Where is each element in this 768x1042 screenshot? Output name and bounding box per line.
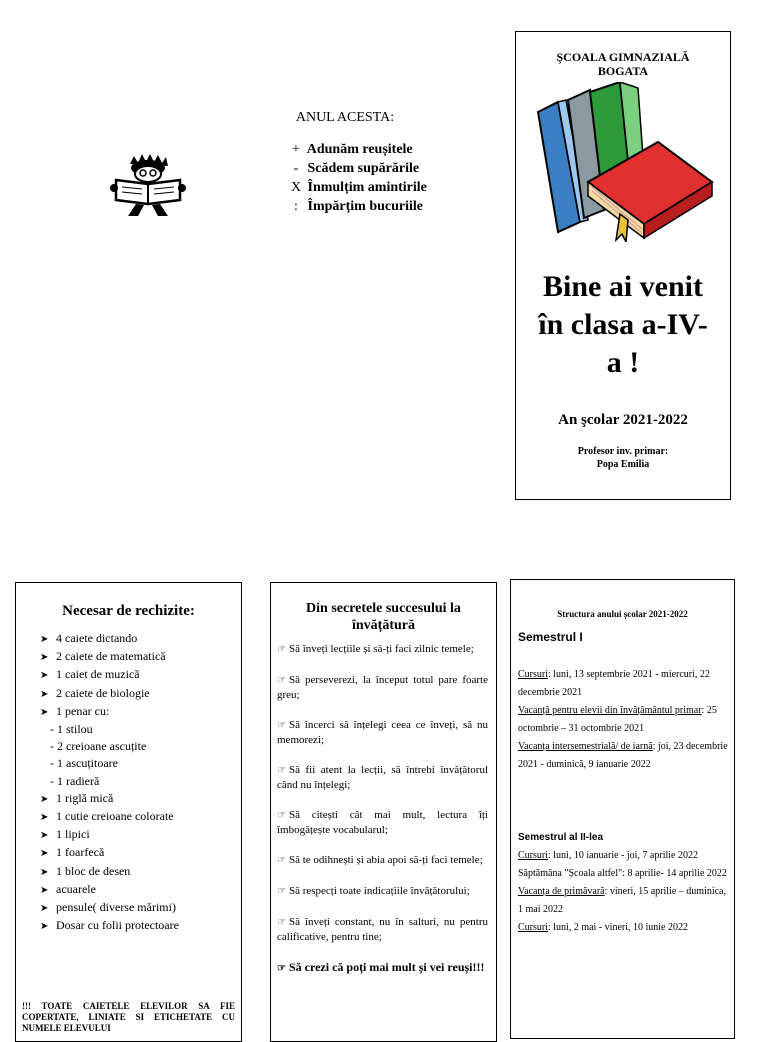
- sem1-cursuri: Cursuri: luni, 13 septembrie 2021 - miercuri, 22 decembrie 2021: [518, 669, 710, 698]
- arrow-bullet-icon: ➤: [40, 866, 49, 878]
- arrow-bullet-icon: ➤: [40, 830, 49, 842]
- pointing-hand-icon: ☞: [277, 855, 286, 866]
- supply-item: ➤ 2 caiete de biologie: [40, 685, 241, 703]
- success-tip: ☞ Să respecți toate indicațiile învățătorului;: [277, 885, 470, 897]
- success-tip: ☞ Să încerci să înțelegi ceea ce înveți, să nu memorezi;: [277, 719, 488, 746]
- success-tip: ☞ Să citești cât mai mult, lectura îți îmbogățește vocabularul;: [277, 809, 488, 836]
- pointing-hand-icon: ☞: [277, 720, 286, 731]
- school-year-structure-panel: [510, 579, 735, 1039]
- success-tip: ☞ Să te odihnești și abia apoi să-ți faci temele;: [277, 854, 483, 866]
- sem2-cursuri-2: Cursuri: luni, 2 mai - vineri, 10 iunie 2022: [518, 922, 688, 933]
- poem-line: - Scădem supărările: [293, 161, 420, 176]
- secrets-list: [277, 642, 488, 976]
- success-tip: ☞ Să înveți constant, nu în salturi, nu pentru calificative, pentru tine;: [277, 916, 488, 943]
- supply-item: - 1 radieră: [50, 773, 100, 788]
- pointing-hand-icon: ☞: [277, 810, 286, 821]
- supplies-list: [16, 630, 241, 935]
- sem1-vacanta-primar: Vacanță pentru elevii din învățământul primar: 25 octombrie – 31 octombrie 2021: [518, 705, 717, 734]
- secrets-panel: [270, 582, 497, 1042]
- poem-line: + Adunăm reușitele: [292, 142, 413, 157]
- supply-item: ➤ 1 caiet de muzică: [40, 666, 241, 684]
- pointing-hand-icon: ☞: [277, 963, 286, 974]
- semester-1-details: [511, 666, 734, 774]
- arrow-bullet-icon: ➤: [40, 688, 49, 700]
- arrow-bullet-icon: ➤: [40, 793, 49, 805]
- success-tip: ☞ Să perseverezi, la început totul pare foarte greu;: [277, 674, 488, 701]
- poem-line: : Împărțim bucuriile: [294, 199, 423, 214]
- school-name: ŞCOALA GIMNAZIALĂ BOGATA: [556, 50, 690, 78]
- secrets-title: Din secretele succesului la învățătură: [306, 601, 461, 633]
- supply-item: - 1 ascuțitoare: [50, 756, 118, 771]
- supplies-note: !!! TOATE CAIETELE ELEVILOR SA FIE COPERTATE, LINIATE SI ETICHETATE CU NUMELE ELEVULUI: [22, 1001, 235, 1033]
- supply-item: ➤ 4 caiete dictando: [40, 630, 241, 648]
- arrow-bullet-icon: ➤: [40, 652, 49, 664]
- pointing-hand-icon: ☞: [277, 644, 286, 655]
- poem-title: ANUL ACESTA:: [295, 110, 395, 125]
- sem2-cursuri-1: Cursuri: luni, 10 ianuarie - joi, 7 aprilie 2022: [518, 850, 698, 861]
- arrow-bullet-icon: ➤: [40, 812, 49, 824]
- welcome-title: Bine ai venit în clasa a-IV- a !: [538, 270, 708, 379]
- pointing-hand-icon: ☞: [277, 886, 286, 897]
- supply-item: - 2 creioane ascuțite: [50, 739, 147, 754]
- arrow-bullet-icon: ➤: [40, 903, 49, 915]
- supply-item: ➤ acuarele: [40, 881, 241, 899]
- arrow-bullet-icon: ➤: [40, 634, 49, 645]
- books-stack-icon: [528, 82, 718, 242]
- cover-panel: [515, 31, 731, 500]
- teacher-info: Profesor inv. primar: Popa Emilia: [577, 446, 669, 470]
- success-tip: ☞ Să fii atent la lecții, să întrebi învățătorul când nu înțelegi;: [277, 764, 488, 791]
- pointing-hand-icon: ☞: [277, 765, 286, 776]
- pointing-hand-icon: ☞: [277, 917, 286, 928]
- poem: [288, 140, 488, 216]
- supply-item: ➤ 1 cutie creioane colorate: [40, 808, 241, 826]
- arrow-bullet-icon: ➤: [40, 670, 49, 682]
- school-year: An şcolar 2021-2022: [558, 412, 688, 428]
- arrow-bullet-icon: ➤: [40, 884, 49, 896]
- arrow-bullet-icon: ➤: [40, 848, 49, 860]
- supply-item: ➤ 1 lipici: [40, 826, 241, 844]
- pointing-hand-icon: ☞: [277, 675, 286, 686]
- poem-line: X Înmulțim amintirile: [290, 180, 427, 195]
- success-tip: ☞ Să înveți lecțiile și să-ți faci zilnic temele;: [277, 643, 474, 655]
- structure-title: Structura anului școlar 2021-2022: [557, 609, 688, 619]
- supply-item: ➤ 1 bloc de desen: [40, 863, 241, 881]
- semester-1-heading: Semestrul I: [518, 630, 583, 644]
- supply-item: ➤ 2 caiete de matematică: [40, 648, 241, 666]
- success-tip: ☞ Să crezi că poți mai mult și vei reuși!!!: [277, 960, 485, 974]
- supplies-panel: [15, 582, 242, 1042]
- sem2-scoala-altfel: Săptămâna "Școala altfel": 8 aprilie- 14 aprilie 2022: [518, 868, 727, 879]
- sem1-vacanta-iarna: Vacanța intersemestrială/ de iarnă: joi, 23 decembrie 2021 - duminică, 9 ianuarie 2022: [518, 741, 728, 770]
- supply-item: - 1 stilou: [50, 722, 93, 737]
- sem2-vacanta-primavara: Vacanța de primăvară: vineri, 15 aprilie – duminica, 1 mai 2022: [518, 886, 726, 915]
- supply-item: ➤ 1 riglă mică: [40, 790, 241, 808]
- reading-student-icon: [108, 152, 188, 222]
- supply-item: ➤ 1 foarfecă: [40, 844, 241, 862]
- semester-2-heading: Semestrul al II-lea: [518, 832, 604, 843]
- supply-item: ➤ 1 penar cu:: [40, 703, 241, 721]
- arrow-bullet-icon: ➤: [40, 706, 49, 718]
- supply-item: ➤ pensule( diverse mărimi): [40, 899, 241, 917]
- supplies-title: Necesar de rechizite:: [62, 603, 195, 619]
- supply-item: ➤ Dosar cu folii protectoare: [40, 917, 241, 935]
- semester-2-details: [511, 847, 734, 937]
- arrow-bullet-icon: ➤: [40, 921, 49, 933]
